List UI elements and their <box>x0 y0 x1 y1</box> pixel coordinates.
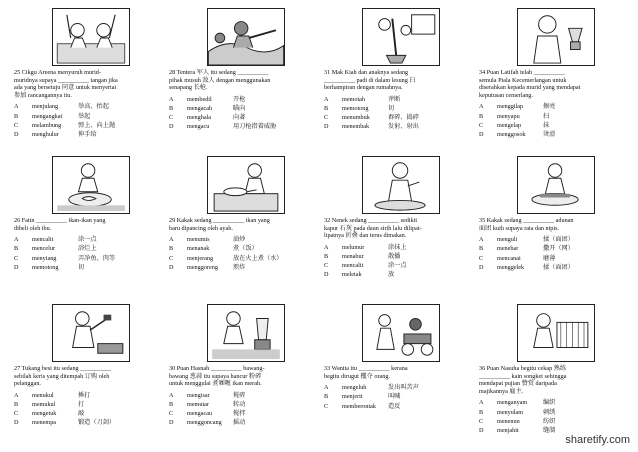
question-stem: 31 Mak Kiah dan anaknya sedang __________ padi di dalam lesung 臼 berhampiran dengan rumahnya. <box>324 69 416 92</box>
illustration-blacksmith <box>52 304 130 362</box>
option-a[interactable]: A menumis 油炒 <box>169 236 246 244</box>
question-31 <box>324 8 469 156</box>
option-c[interactable]: C mencalit 涂一点 <box>324 262 407 270</box>
option-a[interactable]: A membedil 开枪 <box>169 95 246 103</box>
options-list <box>169 95 314 132</box>
illustration-girl-cleaning-fish <box>52 156 130 214</box>
option-b[interactable]: B menanak 煮（饭） <box>169 245 258 253</box>
option-d[interactable]: D memotong 切 <box>14 263 85 271</box>
option-c[interactable]: C menenun 纺织 <box>479 417 556 425</box>
question-stem: 27 Tukang besi itu sedang __________ sebilah keris yang ditempah 订购 oleh pelanggan. <box>14 365 112 388</box>
question-34 <box>479 8 624 156</box>
question-stem: 36 Puan Nasuha begitu cekap 熟练 __________ kain songket sehingga mendapat pujian 赞赏 daripada majikannya 雇主. <box>479 365 567 395</box>
option-a[interactable]: A menukul 捶打 <box>14 391 91 399</box>
option-d[interactable]: D menggoncang 摇动 <box>169 419 246 427</box>
question-26 <box>14 156 159 304</box>
question-stem: 30 Puan Hasnah __________ bawang- bawang 葱蒜 itu supaya hancur 粉碎 untuk menggulai 煮咖喱 ikan merah. <box>169 365 265 388</box>
option-c[interactable]: C melambung 弹上、向上抛 <box>14 121 116 129</box>
options-list <box>324 95 469 132</box>
question-stem: 25 Cikgu Areena menyuruh murid- muridnya supaya __________ tangan jika ada yang bersetuju 同意 untuk menyertai 参加 rancangannya itu. <box>14 69 118 99</box>
illustration-rolling-dough <box>517 156 595 214</box>
option-a[interactable]: A menjulang 举高、抬起 <box>14 103 109 111</box>
option-b[interactable]: B menjerit 叫喊 <box>324 393 401 401</box>
option-b[interactable]: B menebar 撒开（网） <box>479 245 574 253</box>
illustration-weaving-loom <box>517 304 595 362</box>
option-c[interactable]: C memberontak 造反 <box>324 402 401 410</box>
option-a[interactable]: A menggilap 擦亮 <box>479 103 556 111</box>
option-a[interactable]: A memotah 斧断 <box>324 95 401 103</box>
options-list <box>14 391 159 428</box>
illustration-soldiers-shooting <box>207 8 285 66</box>
question-stem: 34 Puan Latifah telah __________ semula Piala Kecemerlangan untuk diserahkan kepada murid yang mendapat keputusan cemerlang. <box>479 69 581 99</box>
option-d[interactable]: D menghulur 伸手给 <box>14 130 97 138</box>
question-33 <box>324 304 469 452</box>
option-b[interactable]: B menyapu 扫 <box>479 112 550 120</box>
option-d[interactable]: D menembak 发射、射出 <box>324 123 419 131</box>
option-b[interactable]: B mencelur 浴烂上 <box>14 245 97 253</box>
options-list <box>324 383 469 411</box>
question-stem: 32 Nenek sedang __________ sedikit kapur 石灰 pada daun sirih lalu dilipat- lipatnya 折叠 dan terus dimakan. <box>324 217 422 240</box>
option-a[interactable]: A menganyam 编织 <box>479 399 556 407</box>
option-b[interactable]: B mengacah 瞄向 <box>169 104 246 112</box>
option-d[interactable]: D mengacu 用刀枪指着威胁 <box>169 123 277 131</box>
option-c[interactable]: C mengacau 搅拌 <box>169 410 246 418</box>
question-29 <box>169 156 314 304</box>
option-d[interactable]: D menggelek 揉（面团） <box>479 263 574 271</box>
option-d[interactable]: D meletak 放 <box>324 271 395 279</box>
column-1 <box>14 8 159 452</box>
option-b[interactable]: B memotong 切 <box>324 104 395 112</box>
option-b[interactable]: B mengangkat 举起 <box>14 112 91 120</box>
question-25 <box>14 8 159 156</box>
question-stem: 29 Kakak sedang __________ ikan yang baru dipancing oleh ayah. <box>169 217 270 232</box>
options-list <box>14 235 159 272</box>
options-list <box>324 243 469 280</box>
option-a[interactable]: A mengeluh 发出叫苦声 <box>324 384 419 392</box>
question-stem: 26 Fatin __________ ikan-ikan yang dibeli oleh ibu. <box>14 217 106 232</box>
option-c[interactable]: C mengelap 抹 <box>479 121 550 129</box>
question-stem: 33 Wanita itu __________ kerana begitu dirugut 攫夺 orang. <box>324 365 408 380</box>
question-35 <box>479 156 624 304</box>
option-d[interactable]: D menjahit 缝制 <box>479 426 556 434</box>
option-d[interactable]: D menempa 锻造（刀剑） <box>14 419 116 427</box>
illustration-children-raising-hands <box>52 8 130 66</box>
option-c[interactable]: C menyiang 弄净鱼、肉等 <box>14 254 116 262</box>
option-c[interactable]: C mencanai 磨薄 <box>479 254 556 262</box>
options-list <box>14 102 159 139</box>
worksheet-grid <box>14 8 624 452</box>
question-stem: 35 Kakak sedang __________ adunan 面团 kuih supaya rata dan nipis. <box>479 217 574 232</box>
option-a[interactable]: A mencalit 涂一点 <box>14 236 97 244</box>
options-list <box>479 102 624 139</box>
question-28 <box>169 8 314 156</box>
illustration-polishing-trophy <box>517 8 595 66</box>
options-list <box>479 235 624 272</box>
illustration-grandmother-betel <box>362 156 440 214</box>
column-2 <box>169 8 314 452</box>
options-list <box>169 391 314 428</box>
watermark: sharetify.com <box>565 434 630 446</box>
option-c[interactable]: C menjerang 放在火上煮（水） <box>169 254 283 262</box>
option-a[interactable]: A melumur 涂抹上 <box>324 243 407 251</box>
option-c[interactable]: C menumbuk 舂碎、捣碎 <box>324 114 419 122</box>
question-32 <box>324 156 469 304</box>
question-stem: 28 Tentera 军人 itu sedang __________ pihak musuh 敌人 dengan menggunakan senapang 长枪. <box>169 69 271 92</box>
illustration-pounding-rice <box>362 8 440 66</box>
option-d[interactable]: D menggoreng 煎炸 <box>169 263 246 271</box>
option-b[interactable]: B memukul 打 <box>14 400 85 408</box>
illustration-snatch-theft <box>362 304 440 362</box>
option-b[interactable]: B menabur 散播 <box>324 252 401 260</box>
option-d[interactable]: D menggosok 烫滑 <box>479 130 556 138</box>
option-a[interactable]: A menguli 揉（面团） <box>479 236 574 244</box>
option-b[interactable]: B memutar 转动 <box>169 400 246 408</box>
option-b[interactable]: B menyulam 刺绣 <box>479 408 556 416</box>
question-30 <box>169 304 314 452</box>
option-c[interactable]: C menghala 向著 <box>169 114 246 122</box>
column-4 <box>479 8 624 452</box>
column-3 <box>324 8 469 452</box>
question-36 <box>479 304 624 452</box>
illustration-blender <box>207 304 285 362</box>
option-c[interactable]: C mengetuk 敲 <box>14 410 85 418</box>
option-a[interactable]: A mengisar 搅碎 <box>169 391 246 399</box>
illustration-frying-fish <box>207 156 285 214</box>
question-27 <box>14 304 159 452</box>
options-list <box>169 235 314 272</box>
options-list <box>479 398 624 435</box>
